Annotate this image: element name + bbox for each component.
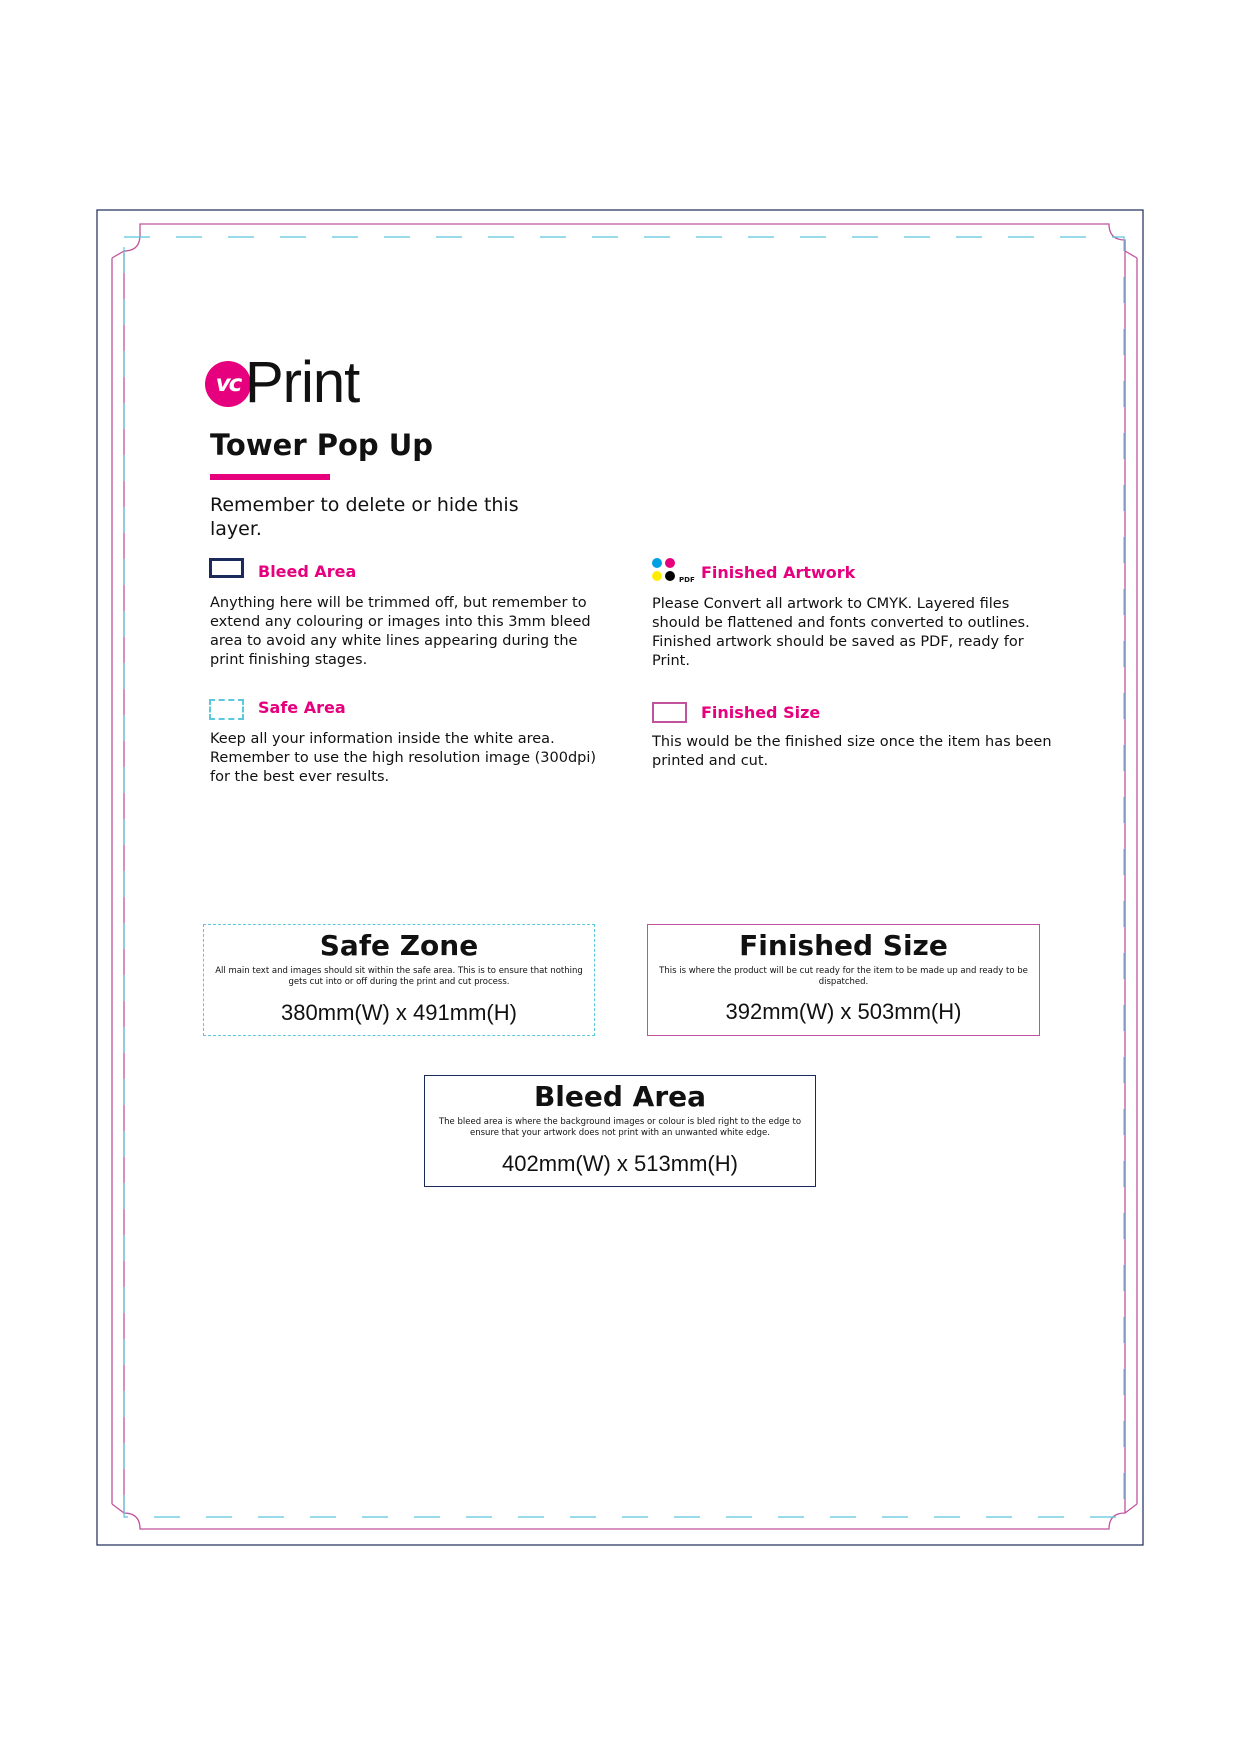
bleed-area-box-title: Bleed Area xyxy=(533,1080,707,1113)
bleed-area-box xyxy=(424,1075,816,1187)
finished-size-corner-tl xyxy=(112,251,124,1513)
cmyk-pdf-icon xyxy=(652,558,695,586)
magenta-dot xyxy=(665,558,675,568)
yellow-dot xyxy=(652,571,662,581)
bleed-area-box-note: The bleed area is where the background images or colour is bled right to the edge to ensure that your artwork does not print with an unwanted white edge. xyxy=(438,1117,802,1138)
finished-size-icon xyxy=(652,702,687,723)
bleed-area-icon xyxy=(209,558,244,578)
safe-zone-note: All main text and images should sit within the safe area. This is to ensure that nothing gets cut into or off during the print and cut process. xyxy=(215,966,583,987)
finished-size-heading: Finished Size xyxy=(701,703,821,722)
finished-size-corner-tr xyxy=(1125,251,1137,1513)
safe-area-icon xyxy=(209,699,244,720)
finished-size-line xyxy=(124,224,1125,1529)
safe-area-heading: Safe Area xyxy=(258,698,346,717)
vcprint-logo xyxy=(205,350,405,415)
cyan-dot xyxy=(652,558,662,568)
title-underline xyxy=(210,474,330,480)
finished-size-box-dimensions: 392mm(W) x 503mm(H) xyxy=(725,999,962,1024)
safe-zone-title: Safe Zone xyxy=(319,929,479,962)
finished-size-description: This would be the finished size once the item has been printed and cut. xyxy=(652,734,1052,769)
safe-zone-box xyxy=(203,924,595,1036)
finished-size-box xyxy=(647,924,1040,1036)
layer-reminder: Remember to delete or hide this layer. xyxy=(210,494,519,540)
finished-size-box-note: This is where the product will be cut ready for the item to be made up and ready to be dispatched. xyxy=(659,966,1028,987)
pdf-label: PDF xyxy=(679,576,695,584)
page-title: Tower Pop Up xyxy=(210,428,434,462)
safe-zone-dimensions: 380mm(W) x 491mm(H) xyxy=(281,1000,517,1025)
black-dot xyxy=(665,571,675,581)
safe-area-description: Keep all your information inside the white area. Remember to use the high resolution image (300dpi) for the best ever results. xyxy=(210,731,597,785)
finished-size-box-title: Finished Size xyxy=(739,929,948,962)
bleed-area-description: Anything here will be trimmed off, but remember to extend any colouring or images into this 3mm bleed area to avoid any white lines appearing during the print finishing stages. xyxy=(210,595,591,668)
bleed-area-heading: Bleed Area xyxy=(258,562,357,581)
finished-artwork-heading: Finished Artwork xyxy=(701,563,856,582)
logo-mark: vc xyxy=(205,361,251,407)
logo-word: Print xyxy=(245,350,360,415)
finished-artwork-description: Please Convert all artwork to CMYK. Layered files should be flattened and fonts converted to outlines. Finished artwork should be saved as PDF, ready for Print. xyxy=(652,596,1030,669)
bleed-area-box-dimensions: 402mm(W) x 513mm(H) xyxy=(502,1151,738,1176)
